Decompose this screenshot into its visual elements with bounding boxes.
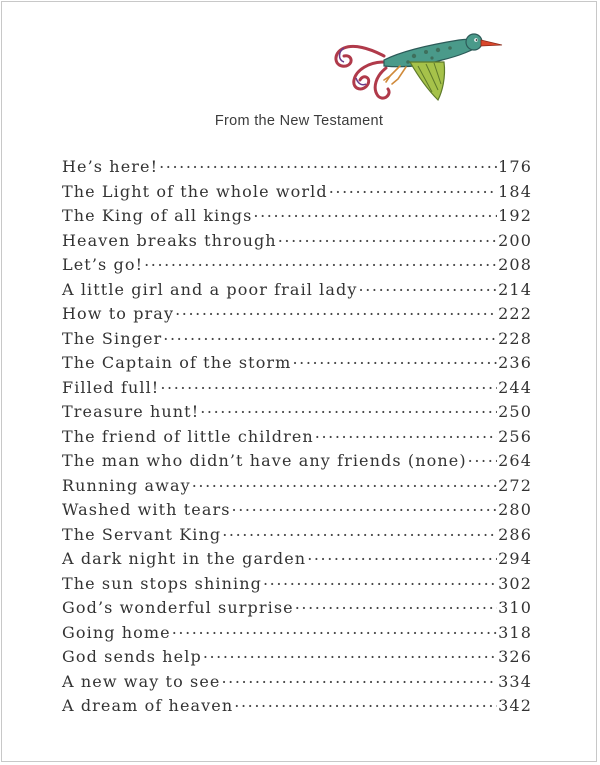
toc-entry <box>62 450 532 475</box>
dot-leader <box>200 401 497 417</box>
toc-entry-title: A dark night in the garden <box>62 549 307 568</box>
toc-entry <box>62 181 532 206</box>
toc-entry-page-number: 280 <box>498 500 532 519</box>
toc-entry-page-number: 244 <box>498 377 532 397</box>
toc-entry-page-number: 294 <box>498 549 532 568</box>
toc-entry-title: Treasure hunt! <box>62 402 200 421</box>
dot-leader <box>468 450 497 466</box>
toc-entry-title: Let’s go! <box>62 255 144 274</box>
toc-entry-page-number: 326 <box>498 647 532 666</box>
toc-entry <box>62 573 532 598</box>
toc-entry-title: The Servant King <box>62 524 222 544</box>
dot-leader <box>160 377 497 393</box>
toc-entry-title: The Light of the whole world <box>62 181 328 201</box>
toc-entry <box>62 205 532 230</box>
dot-leader <box>315 426 497 442</box>
book-page <box>1 1 597 762</box>
toc-entry-title: Washed with tears <box>62 500 231 519</box>
toc-entry <box>62 695 532 720</box>
toc-entry-title: Going home <box>62 622 171 642</box>
toc-entry <box>62 377 532 402</box>
dot-leader <box>359 279 498 295</box>
dot-leader <box>175 303 497 319</box>
dot-leader <box>232 499 498 515</box>
toc-entry-title: The Singer <box>62 328 163 348</box>
toc-entry-page-number: 310 <box>498 598 532 617</box>
toc-entry-title: The King of all kings <box>62 206 253 225</box>
toc-entry <box>62 524 532 549</box>
dot-leader <box>192 475 497 491</box>
toc-entry-title: The man who didn’t have any friends (none) <box>62 451 467 470</box>
toc-entry-page-number: 264 <box>498 451 532 470</box>
toc-entry-page-number: 334 <box>498 671 532 691</box>
toc-entry-page-number: 184 <box>498 181 532 201</box>
toc-entry <box>62 499 532 524</box>
dot-leader <box>144 254 497 270</box>
bird-icon <box>314 26 504 116</box>
toc-entry-title: The friend of little children <box>62 426 314 446</box>
toc-entry-page-number: 176 <box>498 157 532 176</box>
dot-leader <box>307 548 497 564</box>
toc-entry-page-number: 192 <box>498 206 532 225</box>
toc-entry <box>62 426 532 451</box>
toc-entry-page-number: 236 <box>498 353 532 372</box>
dot-leader <box>222 524 497 540</box>
toc-entry-page-number: 342 <box>498 696 532 715</box>
toc-entry-title: How to pray <box>62 304 175 323</box>
toc-entry <box>62 254 532 279</box>
dot-leader <box>234 695 497 711</box>
toc-entry-title: Heaven breaks through <box>62 230 277 250</box>
toc-entry-page-number: 256 <box>498 426 532 446</box>
toc-entry <box>62 597 532 622</box>
dot-leader <box>292 352 497 368</box>
toc-entry-page-number: 200 <box>498 230 532 250</box>
toc-entry-title: A little girl and a poor frail lady <box>62 279 358 299</box>
dot-leader <box>221 671 497 687</box>
toc-entry-title: He’s here! <box>62 157 159 176</box>
toc-entry-page-number: 222 <box>498 304 532 323</box>
dot-leader <box>203 646 497 662</box>
toc-entry <box>62 303 532 328</box>
dot-leader <box>329 181 497 197</box>
toc-entry-page-number: 272 <box>498 475 532 495</box>
toc-entry-title: A new way to see <box>62 671 221 691</box>
toc-entry <box>62 646 532 671</box>
dot-leader <box>159 156 497 172</box>
toc-entry-title: God’s wonderful surprise <box>62 598 294 617</box>
toc-entry <box>62 328 532 353</box>
toc-entry <box>62 671 532 696</box>
dot-leader <box>295 597 497 613</box>
toc-entry-page-number: 318 <box>498 622 532 642</box>
toc-entry-title: A dream of heaven <box>62 696 234 715</box>
toc-entry <box>62 156 532 181</box>
toc-entry-page-number: 208 <box>498 255 532 274</box>
toc-entry-page-number: 250 <box>498 402 532 421</box>
toc-entry <box>62 475 532 500</box>
toc-entry-page-number: 302 <box>498 573 532 593</box>
toc-entry-title: God sends help <box>62 647 202 666</box>
toc-entry-title: Filled full! <box>62 377 160 397</box>
toc-entry <box>62 352 532 377</box>
table-of-contents <box>62 156 532 720</box>
toc-entry <box>62 230 532 255</box>
section-title: From the New Testament <box>214 113 384 129</box>
toc-entry-title: The sun stops shining <box>62 573 262 593</box>
toc-entry <box>62 622 532 647</box>
dot-leader <box>263 573 497 589</box>
dot-leader <box>278 230 497 246</box>
toc-entry-page-number: 286 <box>498 524 532 544</box>
toc-entry-page-number: 228 <box>498 328 532 348</box>
toc-entry <box>62 279 532 304</box>
toc-entry-page-number: 214 <box>498 279 532 299</box>
toc-entry <box>62 401 532 426</box>
toc-entry <box>62 548 532 573</box>
dot-leader <box>163 328 497 344</box>
toc-entry-title: The Captain of the storm <box>62 353 292 372</box>
toc-entry-title: Running away <box>62 475 191 495</box>
dot-leader <box>172 622 497 638</box>
dot-leader <box>253 205 497 221</box>
